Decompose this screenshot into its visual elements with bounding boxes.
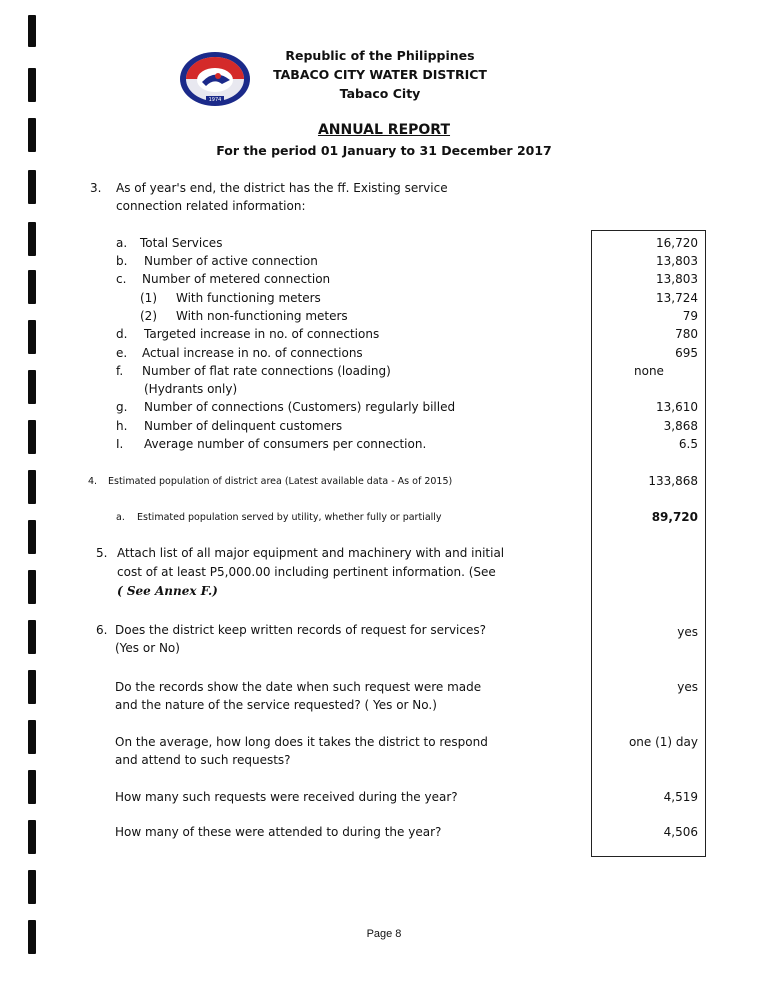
item6-q2-line1: Do the records show the date when such request were made — [115, 680, 482, 694]
item6-q4-text: How many such requests were received during the year? — [115, 790, 458, 804]
item3-row-value: 13,803 — [656, 254, 698, 268]
item3-row-label: c. — [116, 272, 127, 286]
item5-annex-reference: ( See Annex F.) — [117, 584, 218, 598]
item4-value: 133,868 — [648, 474, 698, 488]
item3-row-text: Number of connections (Customers) regularly billed — [144, 400, 456, 414]
item3-row-value: 13,803 — [656, 272, 698, 286]
item6-q1-line1: Does the district keep written records of request for services? — [115, 623, 486, 637]
item3-row-text: (Hydrants only) — [144, 382, 238, 396]
item3-row-text: Actual increase in no. of connections — [142, 346, 363, 360]
item3-row-text: Total Services — [140, 236, 223, 250]
report-period: For the period 01 January to 31 December 2017 — [216, 143, 552, 158]
item4a-text: Estimated population served by utility, whether fully or partially — [137, 512, 442, 523]
report-title: ANNUAL REPORT — [317, 122, 451, 138]
item3-row-value: 16,720 — [656, 236, 698, 250]
item4-number: 4. — [88, 476, 98, 487]
item3-row-value: 3,868 — [663, 419, 698, 433]
item3-row-text: With functioning meters — [176, 291, 321, 305]
city-name: Tabaco City — [339, 86, 421, 101]
item3-line2: connection related information: — [116, 199, 306, 213]
item4-text: Estimated population of district area (Latest available data - As of 2015) — [108, 476, 453, 487]
item6-number: 6. — [96, 623, 108, 637]
item6-q3-line2: and attend to such requests? — [115, 753, 291, 767]
item3-number: 3. — [90, 181, 102, 195]
page-number: Page 8 — [366, 928, 402, 940]
item6-q1-line2: (Yes or No) — [115, 641, 180, 655]
svg-text:1974: 1974 — [208, 97, 222, 103]
item3-row-label: (1) — [140, 291, 157, 305]
item6-q5-value: 4,506 — [663, 825, 698, 839]
item3-row-value: 13,724 — [656, 291, 698, 305]
values-box — [591, 230, 706, 857]
item3-row-text: Number of delinquent customers — [144, 419, 343, 433]
item4a-value: 89,720 — [651, 510, 698, 524]
district-name: TABACO CITY WATER DISTRICT — [273, 67, 487, 82]
item3-row-value: 79 — [682, 309, 698, 323]
item6-q3-line1: On the average, how long does it takes the district to respond — [115, 735, 488, 749]
item3-row-text: Number of flat rate connections (loading) — [142, 364, 391, 378]
item3-row-value: 780 — [675, 327, 698, 341]
item3-row-label: g. — [116, 400, 128, 414]
item3-row-text: Average number of consumers per connection. — [144, 437, 427, 451]
item3-row-label: I. — [116, 437, 124, 451]
item3-row-value: 695 — [675, 346, 698, 360]
item4a-label: a. — [116, 512, 125, 523]
item3-row-value: 13,610 — [656, 400, 698, 414]
item5-line2: cost of at least P5,000.00 including pertinent information. (See — [117, 565, 496, 579]
item3-row-value: none — [634, 364, 664, 378]
item6-q2-value: yes — [677, 680, 698, 694]
item3-row-text: Targeted increase in no. of connections — [144, 327, 380, 341]
item6-q3-value: one (1) day — [628, 735, 698, 749]
item3-line1: As of year's end, the district has the ff. Existing service — [116, 181, 448, 195]
item6-q2-line2: and the nature of the service requested? ( Yes or No.) — [115, 698, 437, 712]
item3-row-label: f. — [116, 364, 124, 378]
item5-line1: Attach list of all major equipment and machinery with and initial — [117, 546, 505, 560]
item3-row-label: (2) — [140, 309, 157, 323]
item6-q5-text: How many of these were attended to during the year? — [115, 825, 442, 839]
item3-row-value: 6.5 — [678, 437, 698, 451]
item3-row-text: Number of metered connection — [142, 272, 331, 286]
item3-row-text: Number of active connection — [144, 254, 318, 268]
item6-q1-value: yes — [677, 625, 698, 639]
water-district-seal-logo — [178, 50, 252, 108]
item3-row-label: e. — [116, 346, 128, 360]
item3-row-label: b. — [116, 254, 128, 268]
item5-number: 5. — [96, 546, 108, 560]
item6-q4-value: 4,519 — [663, 790, 698, 804]
item3-row-label: d. — [116, 327, 128, 341]
republic-line: Republic of the Philippines — [285, 48, 475, 63]
item3-row-text: With non-functioning meters — [176, 309, 348, 323]
item3-row-label: h. — [116, 419, 128, 433]
item3-row-label: a. — [116, 236, 128, 250]
